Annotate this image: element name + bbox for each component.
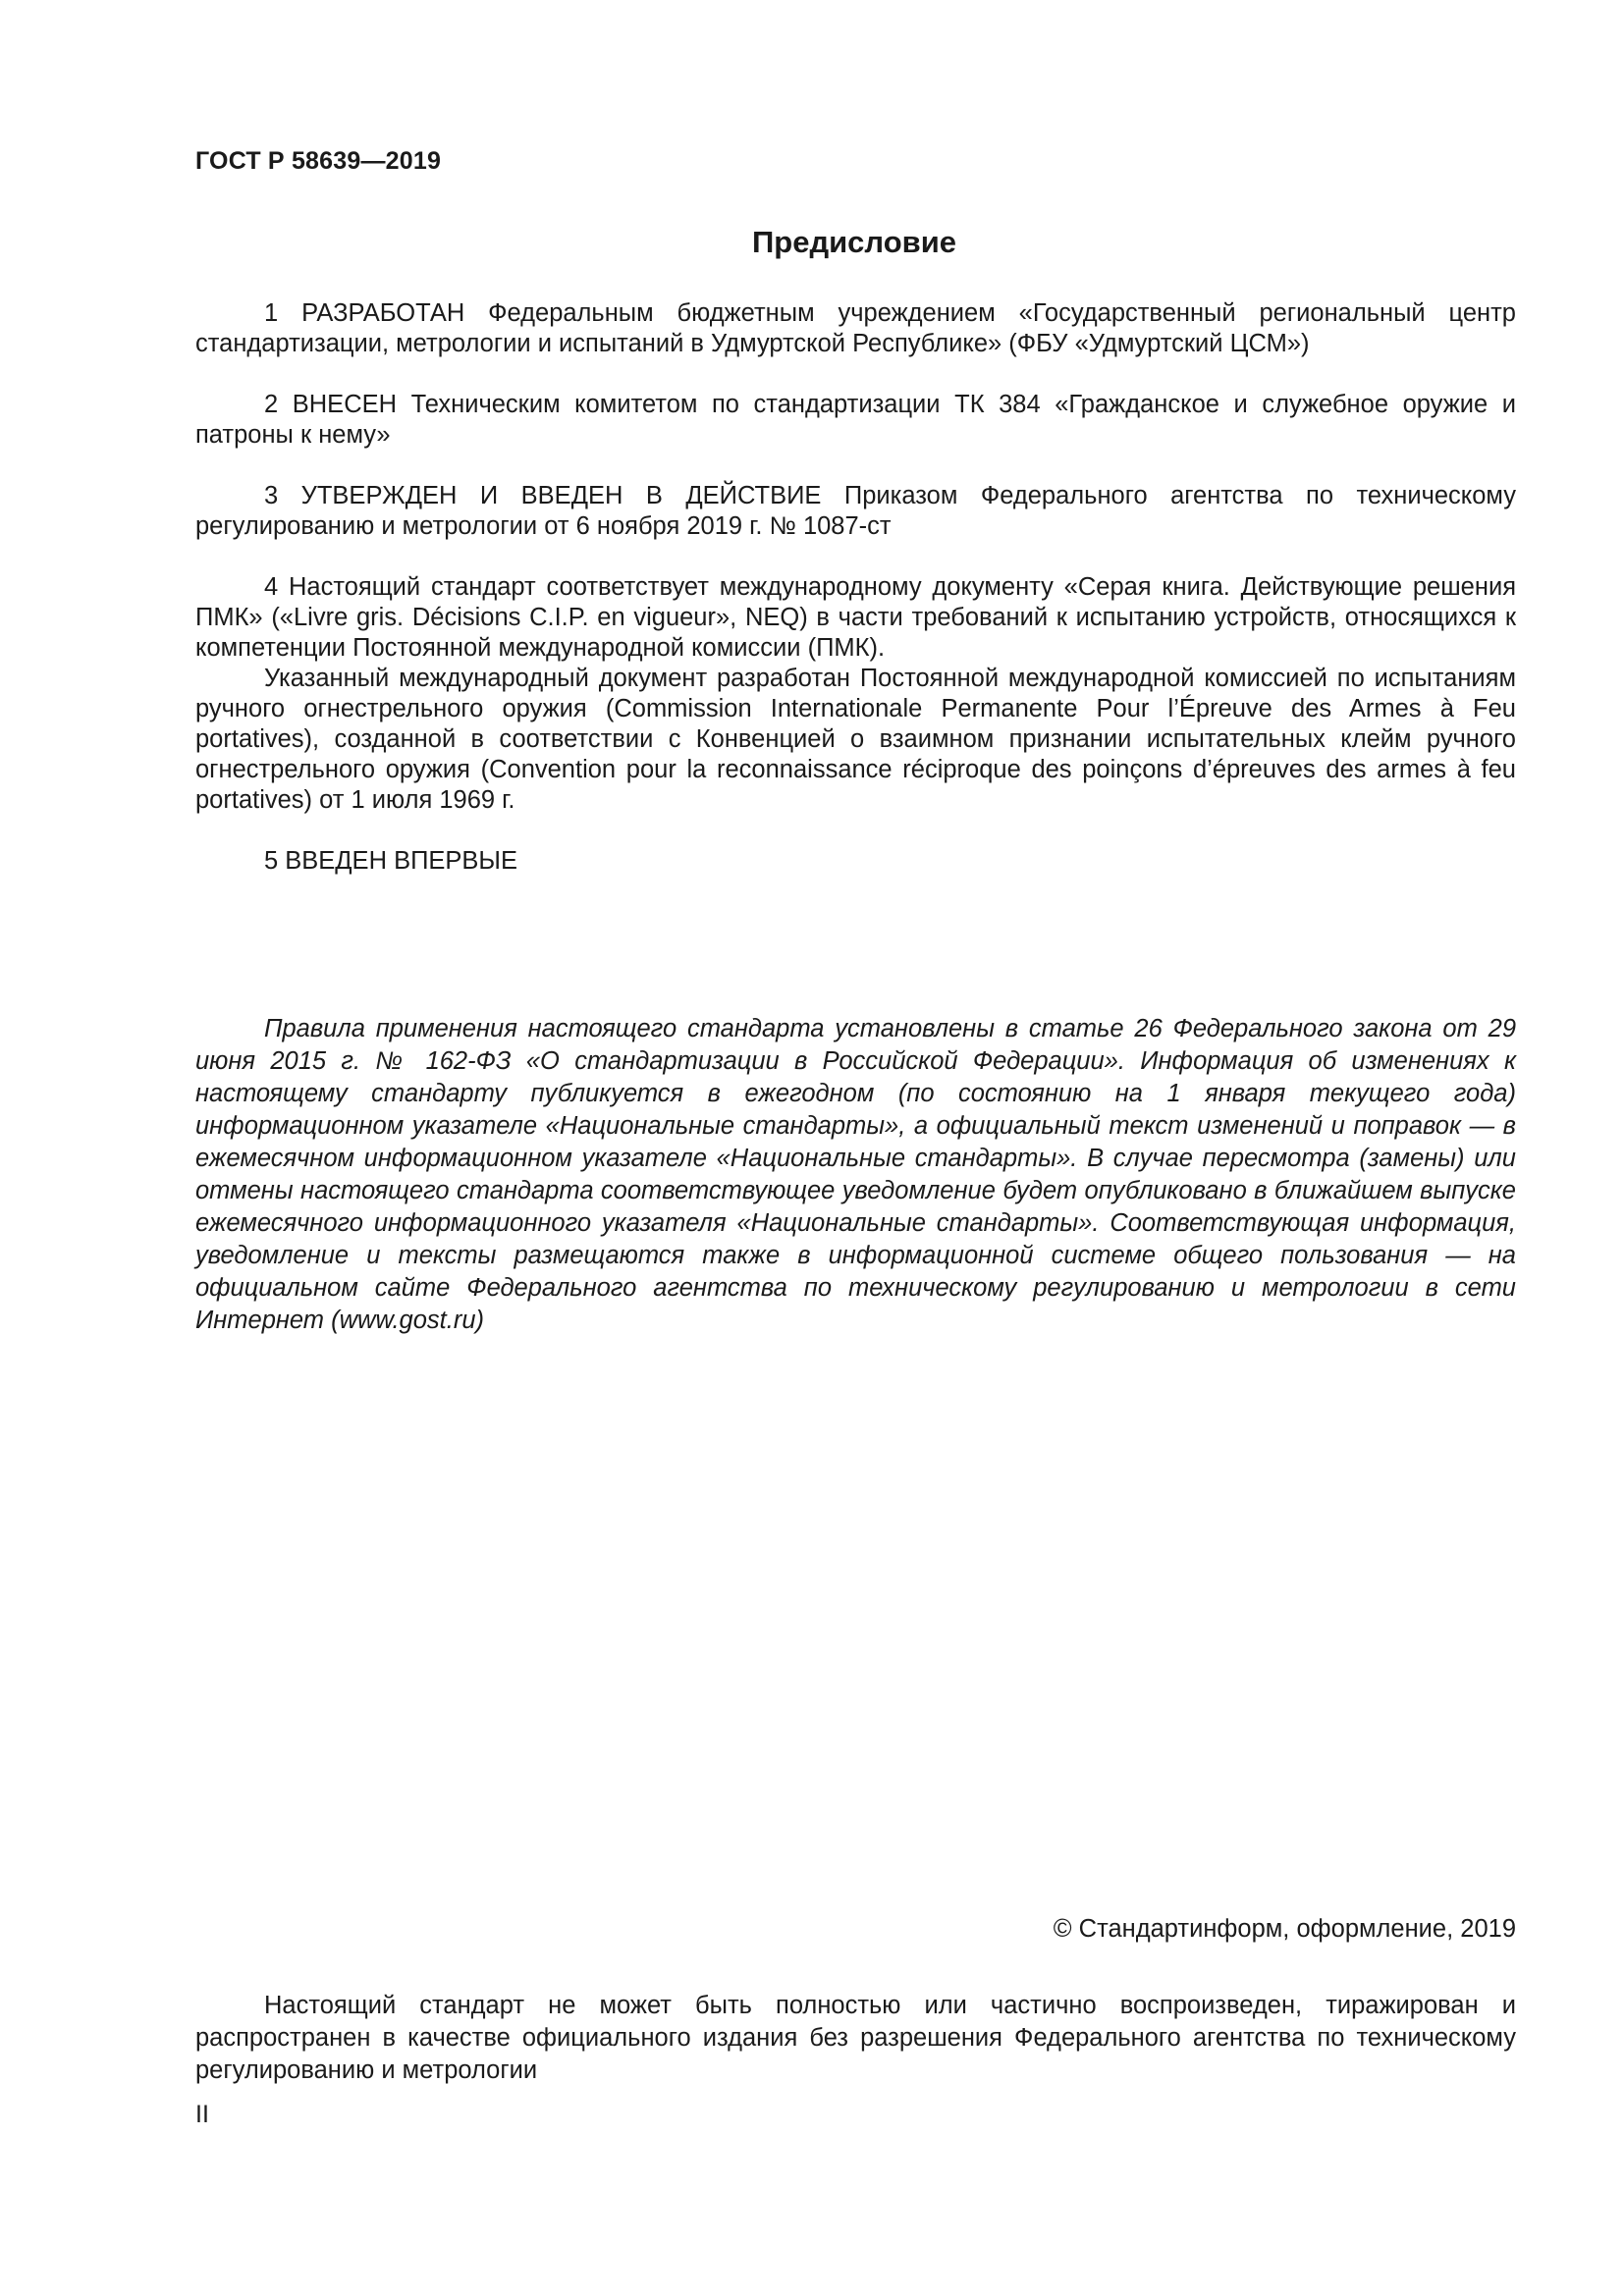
page-number: II — [195, 2101, 209, 2128]
foreword-item-developed: 1 РАЗРАБОТАН Федеральным бюджетным учреждением «Государственный региональный центр стандартизации, метрологии и испытаний в Удмуртской Республике» (ФБУ «Удмуртский ЦСМ») — [195, 299, 1516, 357]
document-code: ГОСТ Р 58639—2019 — [195, 147, 442, 175]
copyright-line: © Стандартинформ, оформление, 2019 — [1053, 1915, 1516, 1943]
foreword-item-correspondence: 4 Настоящий стандарт соответствует международному документу «Серая книга. Действующие решения ПМК» («Livre gris. Décisions C.I.P. en vigueur», NEQ) в части требований к испытанию устройств, относящихся к компетенции Постоянной международной комиссии (ПМК). — [195, 573, 1516, 662]
application-rules-notice: Правила применения настоящего стандарта установлены в статье 26 Федерального закона от 29 июня 2015 г. № 162-ФЗ «О стандартизации в Российской Федерации». Информация об изменениях к настоящему стандарту публикуется в ежегодном (по состоянию на 1 января текущего года) информационном указателе «Национальные стандарты», а официальный текст изменений и поправок — в ежемесячном информационном указателе «Национальные стандарты». В случае пересмотра (замены) или отмены настоящего стандарта соответствующее уведомление будет опубликовано в ближайшем выпуске ежемесячного информационного указателя «Национальные стандарты». Соответствующая информация, уведомление и тексты размещаются также в информационной системе общего пользования — на официальном сайте Федерального агентства по техническому регулированию и метрологии в сети Интернет (www.gost.ru) — [195, 1015, 1516, 1334]
foreword-item-approved: 3 УТВЕРЖДЕН И ВВЕДЕН В ДЕЙСТВИЕ Приказом Федерального агентства по техническому регулированию и метрологии от 6 ноября 2019 г. № 1087-ст — [195, 482, 1516, 540]
foreword-item-international-document: Указанный международный документ разработан Постоянной международной комиссией по испытаниям ручного огнестрельного оружия (Commission Internationale Permanente Pour l’Épreuve des Armes à Feu portatives), созданной в соответствии с Конвенцией о взаимном признании испытательных клейм ручного огнестрельного оружия (Convention pour la reconnaissance réciproque des poinçons d’épreuves des armes à feu portatives) от 1 июля 1969 г. — [195, 665, 1516, 814]
reproduction-restriction: Настоящий стандарт не может быть полностью или частично воспроизведен, тиражирован и распространен в качестве официального издания без разрешения Федерального агентства по техническому регулированию и метрологии — [195, 1992, 1516, 2084]
foreword-item-submitted: 2 ВНЕСЕН Техническим комитетом по стандартизации ТК 384 «Гражданское и служебное оружие и патроны к нему» — [195, 391, 1516, 449]
foreword-item-first-introduced: 5 ВВЕДЕН ВПЕРВЫЕ — [264, 847, 518, 875]
page-title: Предисловие — [751, 225, 956, 259]
foreword-body — [195, 298, 1516, 877]
